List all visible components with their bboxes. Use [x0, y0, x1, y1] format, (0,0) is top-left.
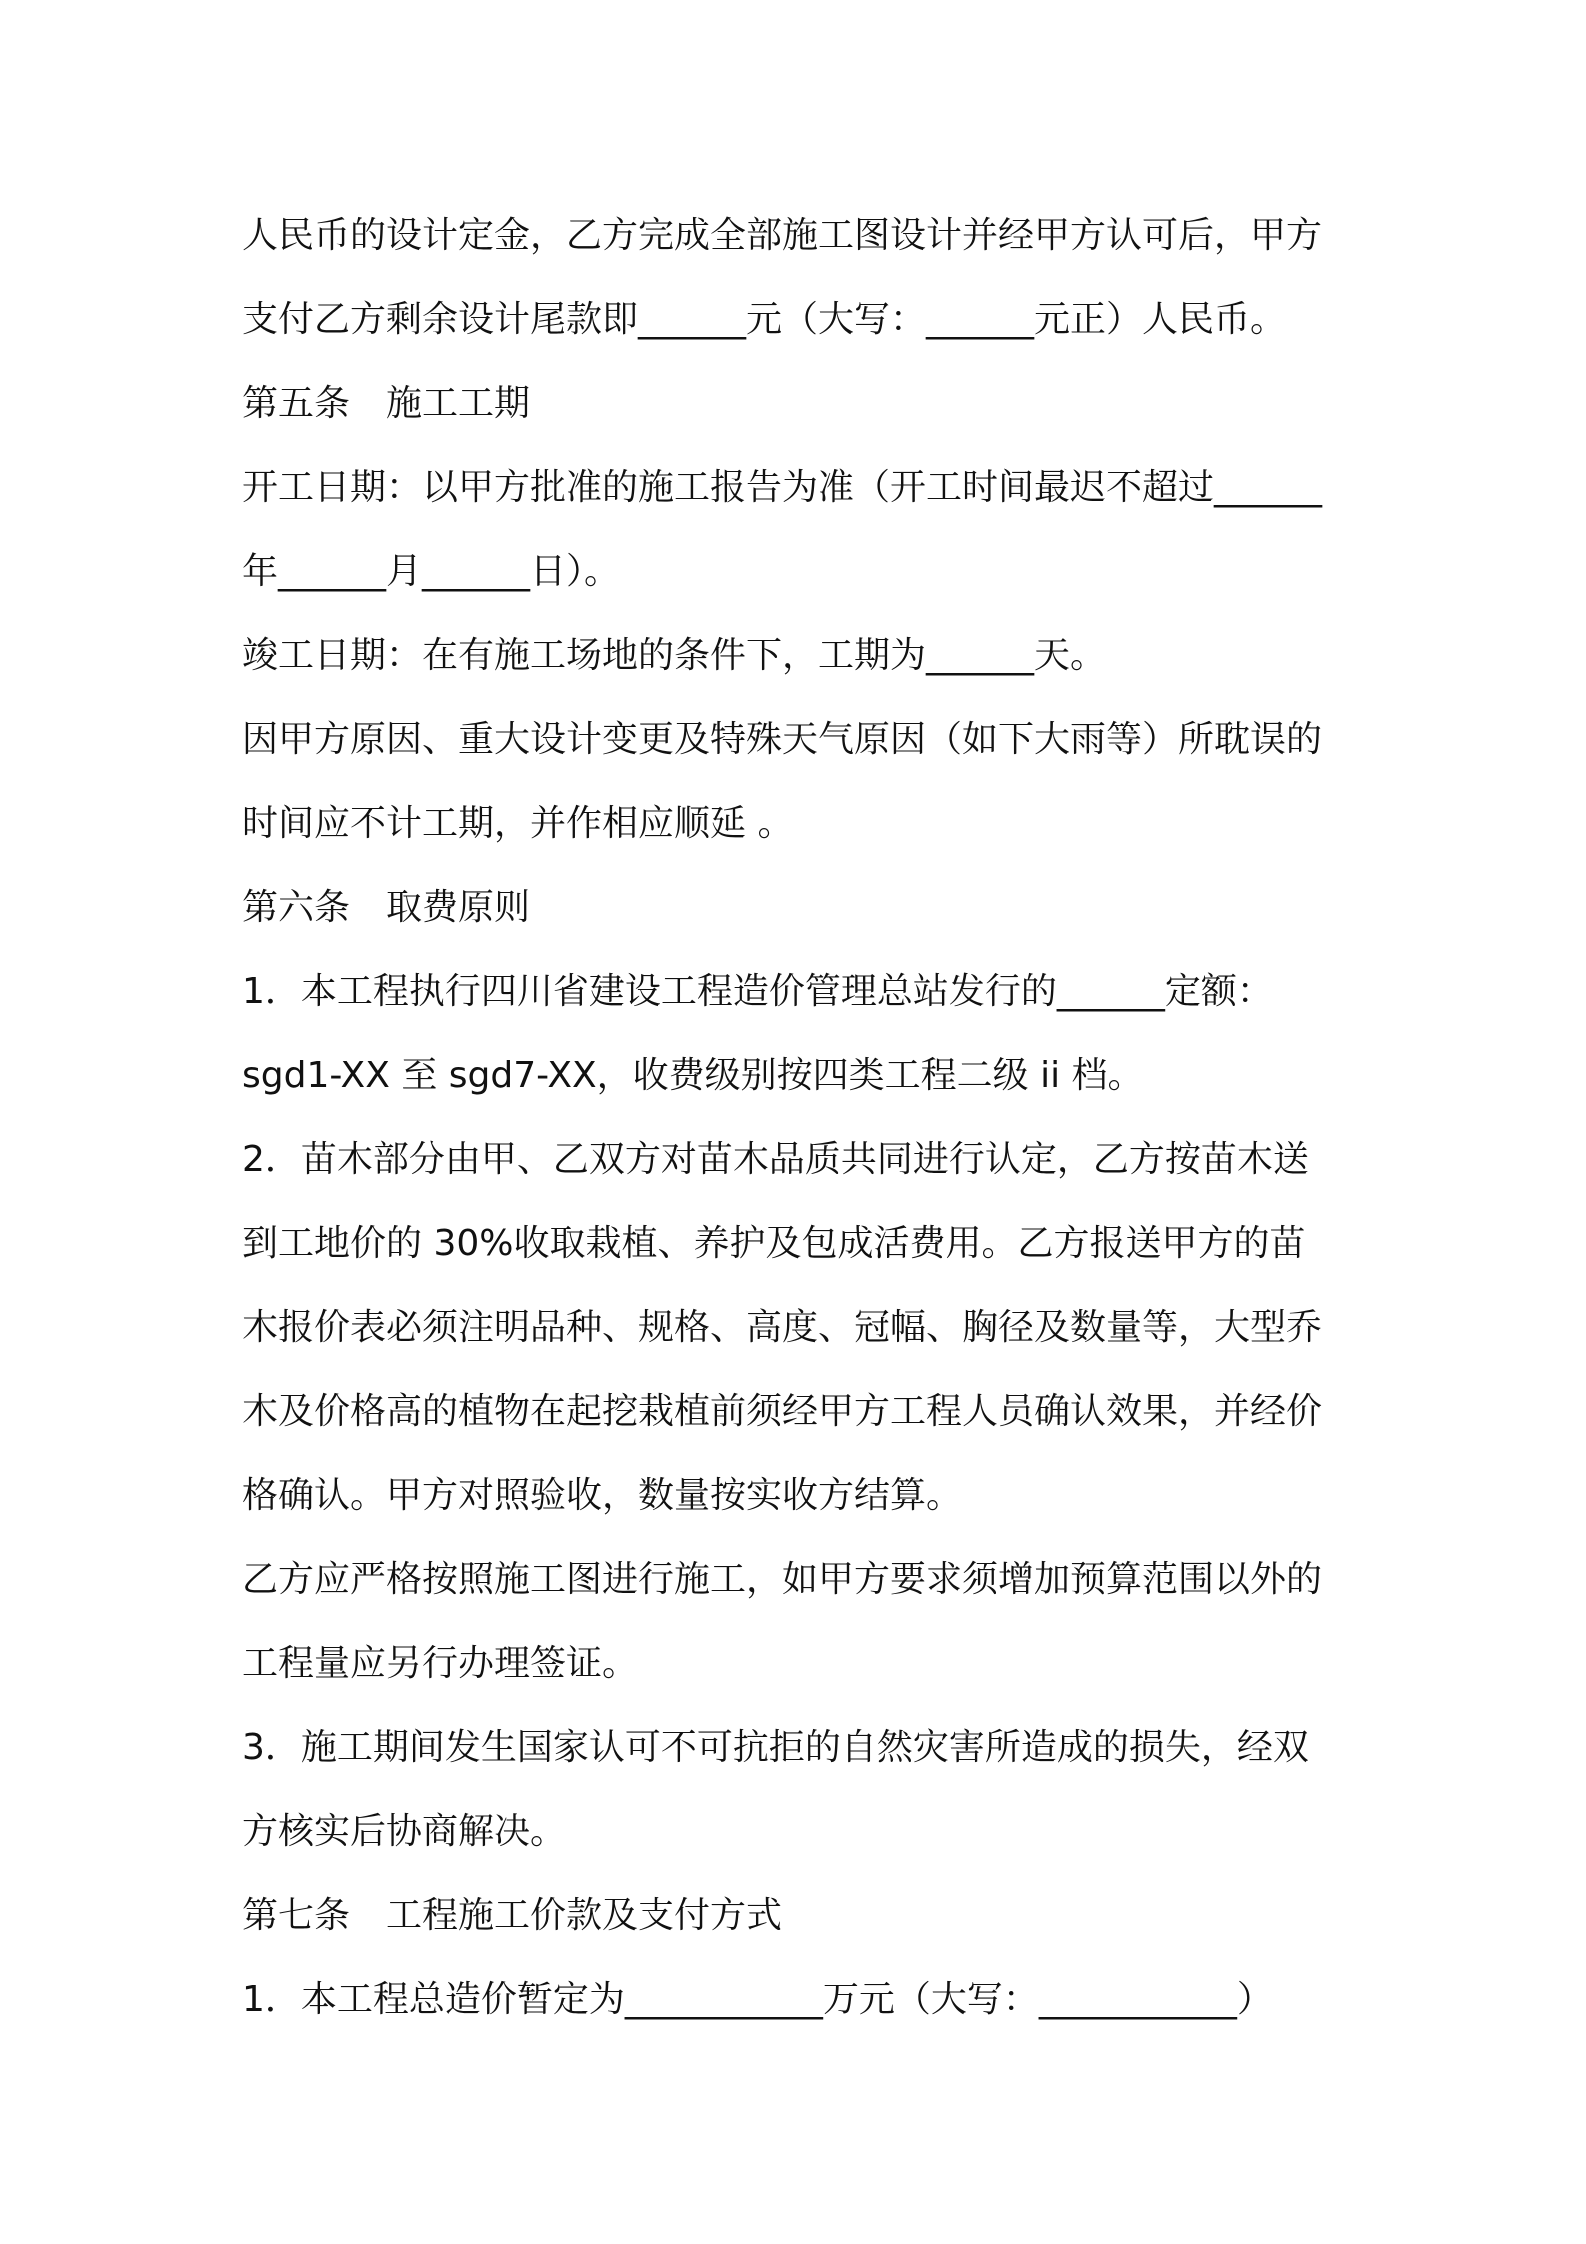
text-line: 3．施工期间发生国家认可不可抗拒的自然灾害所造成的损失，经双 — [242, 1727, 1309, 1768]
text-line: 1．本工程执行四川省建设工程造价管理总站发行的______定额： — [242, 971, 1273, 1012]
text-line: 工程量应另行办理签证。 — [242, 1643, 639, 1684]
text-line: 乙方应严格按照施工图进行施工，如甲方要求须增加预算范围以外的 — [242, 1559, 1323, 1600]
text-line: 格确认。甲方对照验收，数量按实收方结算。 — [242, 1475, 963, 1516]
contract-text-body — [242, 194, 1352, 2042]
text-line: 木报价表必须注明品种、规格、高度、冠幅、胸径及数量等，大型乔 — [242, 1307, 1323, 1348]
text-line: 因甲方原因、重大设计变更及特殊天气原因（如下大雨等）所耽误的 — [242, 719, 1323, 760]
text-line: 时间应不计工期，并作相应顺延 。 — [242, 803, 794, 844]
text-line: 2．苗木部分由甲、乙双方对苗木品质共同进行认定，乙方按苗木送 — [242, 1139, 1309, 1180]
text-line: 方核实后协商解决。 — [242, 1811, 567, 1852]
text-line: 支付乙方剩余设计尾款即______元（大写：______元正）人民币。 — [242, 299, 1287, 340]
section-heading: 第六条 取费原则 — [242, 887, 531, 928]
text-line: 木及价格高的植物在起挖栽植前须经甲方工程人员确认效果，并经价 — [242, 1391, 1323, 1432]
text-line: 年______月______日）。 — [242, 551, 621, 592]
text-line: sgd1-XX 至 sgd7-XX，收费级别按四类工程二级 ii 档。 — [242, 1055, 1144, 1096]
section-heading: 第五条 施工工期 — [242, 383, 531, 424]
text-line: 1．本工程总造价暂定为___________万元（大写：___________） — [242, 1979, 1273, 2020]
text-line: 人民币的设计定金，乙方完成全部施工图设计并经甲方认可后，甲方 — [242, 215, 1323, 256]
text-line: 开工日期：以甲方批准的施工报告为准（开工时间最迟不超过______ — [242, 467, 1323, 508]
section-heading: 第七条 工程施工价款及支付方式 — [242, 1895, 783, 1936]
text-line: 到工地价的 30%收取栽植、养护及包成活费用。乙方报送甲方的苗 — [242, 1223, 1306, 1264]
text-line: 竣工日期：在有施工场地的条件下，工期为______天。 — [242, 635, 1107, 676]
